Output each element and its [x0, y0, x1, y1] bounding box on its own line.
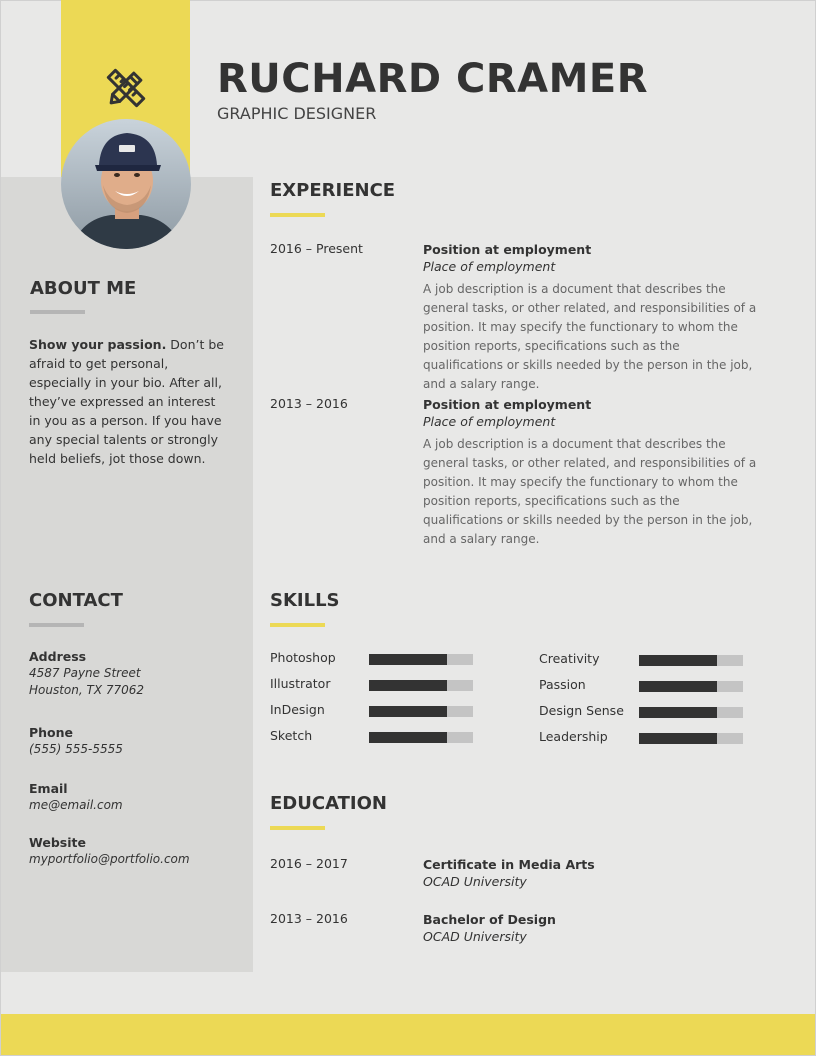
contact-value: me@email.com [29, 798, 123, 812]
experience-rule [270, 213, 325, 217]
person-title: GRAPHIC DESIGNER [217, 104, 377, 123]
education-heading: EDUCATION [270, 793, 387, 814]
skill-bar [639, 707, 743, 718]
experience-description: A job description is a document that describes the general tasks, or other related, and responsibilities of a position. It may specify the functionary to whom the position reports, specifications such as the qualifications or skills needed by the person in the job, and a salary range. [423, 437, 757, 546]
skill-name: Illustrator [270, 676, 331, 691]
experience-position: Position at employment [423, 242, 592, 257]
contact-value: 4587 Payne Street [29, 666, 141, 680]
skill-bar-fill [639, 655, 717, 666]
experience-heading: EXPERIENCE [270, 180, 396, 201]
skill-bar [369, 680, 473, 691]
contact-value: Houston, TX 77062 [29, 683, 145, 697]
education-entry [423, 856, 595, 890]
education-degree: Certificate in Media Arts [423, 857, 595, 872]
skill-name: Photoshop [270, 650, 336, 665]
about-rule [30, 310, 85, 314]
skill-bar [369, 654, 473, 665]
skill-bar [639, 733, 743, 744]
experience-date: 2013 – 2016 [270, 396, 348, 411]
skill-bar [369, 732, 473, 743]
education-degree: Bachelor of Design [423, 912, 556, 927]
experience-position: Position at employment [423, 397, 592, 412]
skill-bar [639, 655, 743, 666]
footer-accent-bar [1, 1014, 815, 1055]
skill-name: Creativity [539, 651, 600, 666]
about-text [29, 335, 224, 468]
skill-bar-fill [639, 733, 717, 744]
skill-bar-fill [639, 681, 717, 692]
education-rule [270, 826, 325, 830]
skill-name: Sketch [270, 728, 313, 743]
skill-bar [369, 706, 473, 717]
contact-heading: CONTACT [29, 590, 123, 611]
skill-name: Leadership [539, 729, 608, 744]
contact-phone [29, 724, 249, 758]
experience-place: Place of employment [423, 414, 556, 429]
contact-value: (555) 555-5555 [29, 742, 123, 756]
contact-email [29, 780, 249, 814]
skill-bar-fill [369, 706, 447, 717]
experience-entry [423, 396, 763, 549]
contact-label: Website [29, 835, 86, 850]
experience-entry [423, 241, 763, 394]
experience-description: A job description is a document that describes the general tasks, or other related, and responsibilities of a position. It may specify the functionary to whom the position reports, specifications such as the qualifications or skills needed by the person in the job, and a salary range. [423, 282, 757, 391]
contact-label: Email [29, 781, 68, 796]
education-school: OCAD University [423, 874, 527, 889]
person-name: RUCHARD CRAMER [217, 56, 649, 102]
experience-place: Place of employment [423, 259, 556, 274]
education-date: 2016 – 2017 [270, 856, 348, 871]
skill-bar-fill [639, 707, 717, 718]
skill-bar-fill [369, 654, 447, 665]
contact-label: Phone [29, 725, 74, 740]
about-lead: Show your passion. [29, 337, 167, 352]
contact-address [29, 648, 249, 699]
skill-bar-fill [369, 680, 447, 691]
skill-name: InDesign [270, 702, 325, 717]
education-entry [423, 911, 556, 945]
avatar [61, 119, 191, 249]
contact-label: Address [29, 649, 87, 664]
about-heading: ABOUT ME [30, 278, 137, 299]
skills-heading: SKILLS [270, 590, 340, 611]
contact-rule [29, 623, 84, 627]
education-date: 2013 – 2016 [270, 911, 348, 926]
pencil-ruler-icon [102, 64, 150, 112]
about-body: Don’t be afraid to get personal, especially in your bio. After all, they’ve expressed an interest in you as a person. If you have any special talents or strongly held beliefs, jot those down. [29, 337, 224, 466]
skills-rule [270, 623, 325, 627]
contact-value: myportfolio@portfolio.com [29, 852, 190, 866]
skill-bar-fill [369, 732, 447, 743]
skill-bar [639, 681, 743, 692]
skill-name: Passion [539, 677, 586, 692]
skill-name: Design Sense [539, 703, 624, 718]
education-school: OCAD University [423, 929, 527, 944]
experience-date: 2016 – Present [270, 241, 363, 256]
contact-website [29, 834, 249, 868]
